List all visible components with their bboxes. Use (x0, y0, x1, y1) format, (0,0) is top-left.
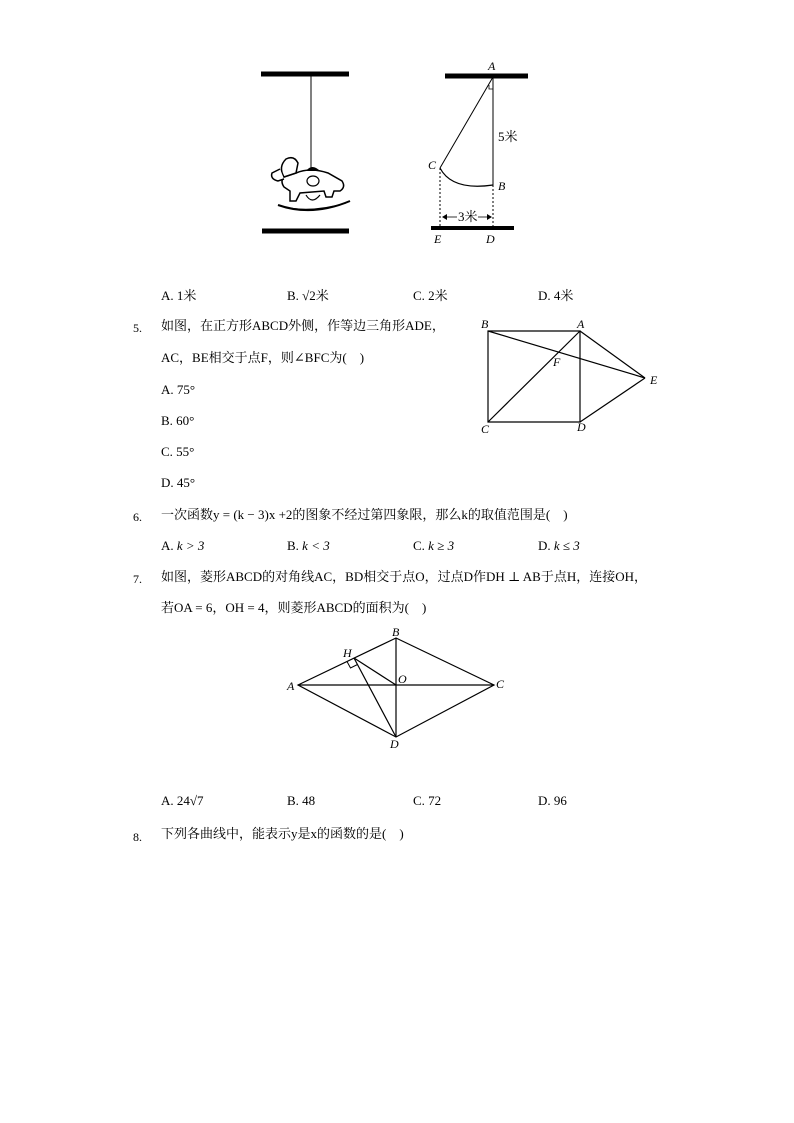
q4-option-b[interactable]: B. √2米 (287, 288, 329, 303)
fig4-label-e: E (434, 232, 442, 246)
fig4-label-d: D (486, 232, 495, 246)
q7-number: 7. (133, 572, 142, 586)
q6-option-b[interactable]: B. k < 3 (287, 538, 330, 553)
fig4-label-3m: 3米 (458, 209, 478, 224)
q7-fig-label-c: C (496, 677, 505, 691)
q6-number: 6. (133, 510, 142, 524)
q7-fig-label-a: A (287, 679, 295, 693)
q6-option-a[interactable]: A. k > 3 (161, 538, 205, 553)
q7-stem-line1: 如图，菱形ABCD的对角线AC，BD相交于点O，过点D作DH ⊥ AB于点H，连接OH， (161, 569, 648, 584)
fig4-label-c: C (428, 158, 437, 172)
q5-fig-label-b: B (481, 317, 489, 331)
fig4-label-a: A (488, 59, 496, 73)
square-triangle-diagram (470, 315, 670, 440)
q8-number: 8. (133, 830, 142, 844)
q5-option-a[interactable]: A. 75° (161, 382, 196, 397)
q4-option-a[interactable]: A. 1米 (161, 288, 197, 303)
swing-figure (250, 55, 550, 255)
q7-option-a[interactable]: A. 24√7 (161, 793, 204, 808)
q5-stem-line2: AC，BE相交于点F，则∠BFC为( ) (161, 350, 365, 365)
swing-geometry-diagram (431, 76, 528, 228)
q6-stem: 一次函数y = (k − 3)x +2的图象不经过第四象限，那么k的取值范围是( ) (161, 507, 568, 522)
q6-option-d[interactable]: D. k ≤ 3 (538, 538, 580, 553)
q7-stem-line2: 若OA = 6，OH = 4，则菱形ABCD的面积为( ) (161, 600, 427, 615)
q7-option-c[interactable]: C. 72 (413, 793, 442, 808)
fig4-label-5m: 5米 (498, 129, 518, 144)
rhombus-diagram (284, 622, 509, 752)
q7-fig-label-b: B (392, 625, 400, 639)
q5-fig-label-e: E (650, 373, 658, 387)
q7-fig-label-h: H (343, 646, 352, 660)
q4-option-d[interactable]: D. 4米 (538, 288, 574, 303)
q8-stem: 下列各曲线中，能表示y是x的函数的是( ) (161, 826, 404, 841)
q4-option-c[interactable]: C. 2米 (413, 288, 448, 303)
q5-fig-label-a: A (577, 317, 585, 331)
q5-fig-label-f: F (553, 355, 561, 369)
q5-option-d[interactable]: D. 45° (161, 475, 196, 490)
q5-option-c[interactable]: C. 55° (161, 444, 195, 459)
q5-option-b[interactable]: B. 60° (161, 413, 195, 428)
q7-fig-label-d: D (390, 737, 399, 751)
q7-fig-label-o: O (398, 672, 407, 686)
q5-fig-label-c: C (481, 422, 490, 436)
q7-option-d[interactable]: D. 96 (538, 793, 567, 808)
rocking-horse-picture (261, 74, 350, 231)
q5-stem-line1: 如图，在正方形ABCD外侧，作等边三角形ADE， (161, 318, 445, 333)
q5-fig-label-d: D (577, 420, 586, 434)
q7-option-b[interactable]: B. 48 (287, 793, 316, 808)
q6-option-c[interactable]: C. k ≥ 3 (413, 538, 455, 553)
fig4-label-b: B (498, 179, 506, 193)
q5-number: 5. (133, 321, 142, 335)
